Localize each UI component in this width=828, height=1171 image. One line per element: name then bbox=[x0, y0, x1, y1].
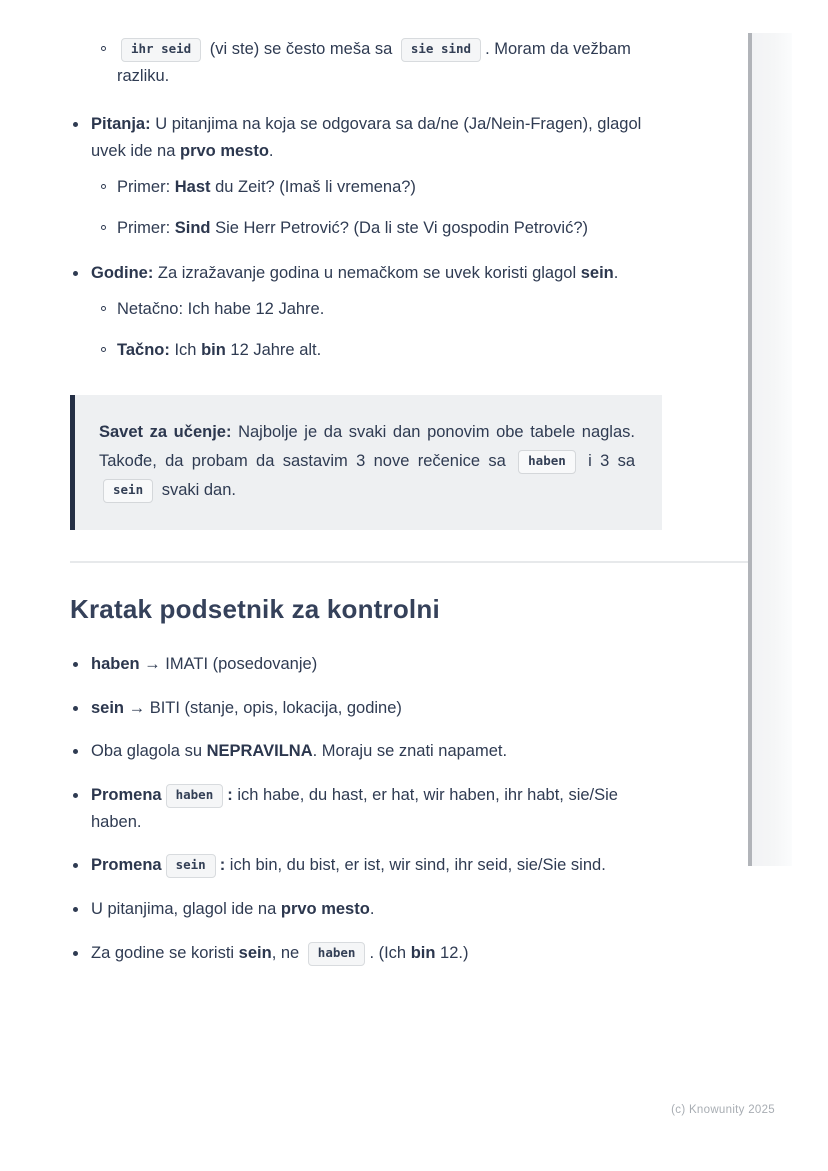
text-segment: svaki dan. bbox=[157, 481, 236, 500]
summary-text bbox=[91, 940, 662, 967]
text-segment: . bbox=[613, 264, 619, 283]
pitanja-text bbox=[91, 111, 662, 241]
summary-text bbox=[91, 695, 662, 722]
list-item-godine bbox=[70, 260, 662, 363]
circle-bullet-icon bbox=[101, 184, 106, 189]
disc-bullet-icon bbox=[73, 907, 78, 912]
text-segment: Sie Herr Petrović? (Da li ste Vi gospodin Petrović?) bbox=[210, 218, 589, 237]
summary-text bbox=[91, 852, 662, 879]
godine-text bbox=[91, 260, 662, 363]
disc-bullet-icon bbox=[73, 271, 78, 276]
text-segment: Netačno: Ich habe 12 Jahre. bbox=[117, 300, 325, 319]
text-segment: (vi ste) se često meša sa bbox=[205, 40, 397, 58]
bold-segment: haben bbox=[91, 654, 140, 673]
inline-code-chip: haben bbox=[518, 450, 576, 474]
bold-segment: Promena bbox=[91, 786, 162, 805]
bold-segment: sein bbox=[238, 943, 272, 962]
mixing-note-text bbox=[117, 36, 662, 89]
bold-segment: bin bbox=[201, 340, 226, 359]
summary-item-promena-haben bbox=[70, 782, 662, 835]
callout-label: Savet za učenje: bbox=[99, 423, 232, 442]
example-text bbox=[117, 215, 662, 242]
bold-segment: bin bbox=[410, 943, 436, 962]
text-segment: Najbolje je da svaki dan ponovim obe tabele naglas. Takođe, da probam da sastavim 3 nove rečenice sa bbox=[99, 423, 635, 471]
inline-code-chip: haben bbox=[308, 942, 366, 966]
bold-segment: Sind bbox=[174, 218, 211, 237]
circle-bullet-icon bbox=[101, 46, 106, 51]
text-segment: 12.) bbox=[435, 943, 469, 962]
example-item bbox=[101, 174, 662, 201]
godine-label: Godine: bbox=[91, 264, 154, 283]
text-segment: U pitanjima, glagol ide na bbox=[91, 900, 281, 919]
circle-bullet-icon bbox=[101, 225, 106, 230]
summary-text bbox=[91, 782, 662, 835]
text-segment: . bbox=[268, 142, 274, 161]
inline-code-chip: sein bbox=[103, 479, 153, 503]
bold-segment: prvo mesto bbox=[280, 900, 370, 919]
section-divider bbox=[70, 561, 758, 563]
text-segment: Primer: bbox=[117, 177, 175, 196]
callout-accent-bar bbox=[70, 395, 75, 530]
summary-item-sein bbox=[70, 695, 662, 722]
inline-code-chip: sein bbox=[166, 854, 216, 878]
inline-code-chip: haben bbox=[166, 784, 224, 808]
text-segment: . (Ich bbox=[369, 943, 411, 962]
list-item-pitanja bbox=[70, 111, 662, 241]
text-segment: , ne bbox=[271, 943, 304, 962]
disc-bullet-icon bbox=[73, 951, 78, 956]
summary-item-haben bbox=[70, 651, 662, 678]
disc-bullet-icon bbox=[73, 706, 78, 711]
bold-segment: sein bbox=[580, 264, 614, 283]
example-item bbox=[101, 337, 662, 364]
scrollbar[interactable] bbox=[748, 33, 792, 866]
text-segment: Oba glagola su bbox=[91, 742, 207, 761]
summary-list bbox=[70, 651, 662, 967]
summary-text bbox=[91, 738, 662, 765]
text-segment: → BITI (stanje, opis, lokacija, godine) bbox=[124, 698, 402, 717]
text-segment: . Moraju se znati napamet. bbox=[312, 742, 508, 761]
text-segment: Ich bbox=[169, 340, 202, 359]
bold-segment: Tačno: bbox=[117, 340, 170, 359]
list-item-mixing-note bbox=[101, 36, 662, 89]
inline-code-chip: sie sind bbox=[401, 38, 481, 62]
summary-item-pitanja bbox=[70, 896, 662, 923]
text-segment: U pitanjima na koja se odgovara sa da/ne (Ja/Nein-Fragen), glagol uvek ide na bbox=[91, 115, 642, 161]
disc-bullet-icon bbox=[73, 122, 78, 127]
bold-segment: Hast bbox=[174, 177, 211, 196]
summary-item-nepravilna bbox=[70, 738, 662, 765]
text-segment: . Moram da vežbam razliku. bbox=[117, 40, 631, 85]
bold-segment: sein bbox=[91, 698, 125, 717]
summary-text bbox=[91, 896, 662, 923]
text-segment: Za izražavanje godina u nemačkom se uvek koristi glagol bbox=[153, 264, 581, 283]
document-content bbox=[70, 36, 662, 967]
text-segment: ich habe, du hast, er hat, wir haben, ihr habt, sie/Sie haben. bbox=[91, 786, 618, 831]
text-segment: du Zeit? (Imaš li vremena?) bbox=[210, 177, 416, 196]
text-segment: ich bin, du bist, er ist, wir sind, ihr seid, sie/Sie sind. bbox=[225, 856, 606, 875]
bold-segment: NEPRAVILNA bbox=[206, 742, 313, 761]
disc-bullet-icon bbox=[73, 793, 78, 798]
example-text bbox=[117, 337, 662, 364]
bold-segment: : bbox=[227, 786, 233, 805]
text-segment: 12 Jahre alt. bbox=[225, 340, 322, 359]
inline-code-chip: ihr seid bbox=[121, 38, 201, 62]
example-text bbox=[117, 296, 662, 323]
text-segment: i 3 sa bbox=[579, 452, 635, 471]
example-text bbox=[117, 174, 662, 201]
disc-bullet-icon bbox=[73, 863, 78, 868]
circle-bullet-icon bbox=[101, 347, 106, 352]
text-segment: → IMATI (posedovanje) bbox=[139, 654, 318, 673]
summary-item-promena-sein bbox=[70, 852, 662, 879]
pitanja-sublist bbox=[101, 174, 662, 241]
text-segment: Za godine se koristi bbox=[91, 943, 239, 962]
disc-bullet-icon bbox=[73, 749, 78, 754]
godine-sublist bbox=[101, 296, 662, 363]
tip-callout bbox=[70, 395, 662, 530]
bold-segment: prvo mesto bbox=[179, 142, 269, 161]
circle-bullet-icon bbox=[101, 306, 106, 311]
bold-segment: Promena bbox=[91, 856, 162, 875]
disc-bullet-icon bbox=[73, 662, 78, 667]
text-segment: . bbox=[369, 900, 375, 919]
text-segment: Primer: bbox=[117, 218, 175, 237]
bold-segment: : bbox=[219, 856, 226, 875]
example-item bbox=[101, 215, 662, 242]
example-item bbox=[101, 296, 662, 323]
pitanja-label: Pitanja: bbox=[91, 115, 151, 134]
summary-text bbox=[91, 651, 662, 678]
section-heading: Kratak podsetnik za kontrolni bbox=[70, 594, 440, 625]
bullet-list bbox=[70, 111, 662, 363]
footer-credit: (c) Knowunity 2025 bbox=[671, 1104, 775, 1116]
summary-item-godine bbox=[70, 940, 662, 967]
orphan-sublist bbox=[101, 36, 662, 89]
